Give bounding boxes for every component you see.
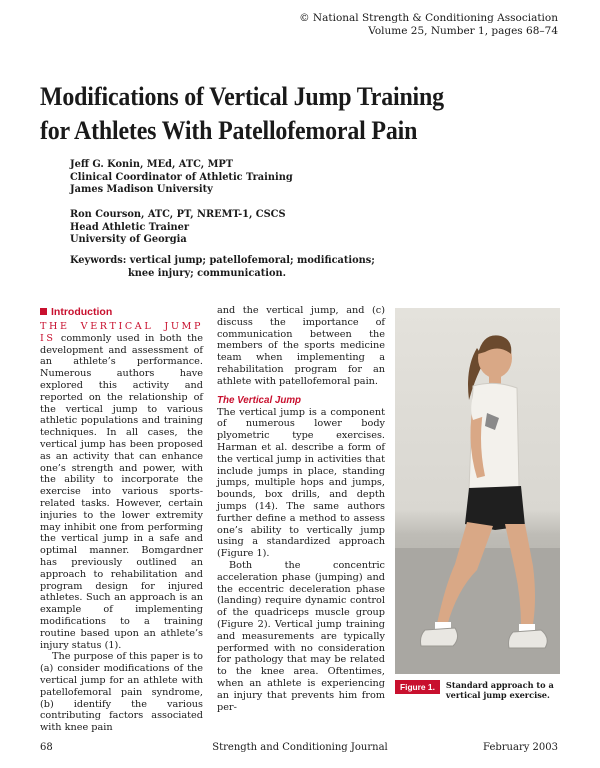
intro-paragraph-1: THE VERTICAL JUMP IS commonly used in both the development and assessment of an athlete’s performance. Numerous authors have explored this activity and reported on the relationship of the vertical jump to various athletic populations and training techniques. In all cases, the vertical jump has been proposed as an activity that can enhance one’s strength and power, with the ability to incorporate the exercise into various sports-related tasks. However, certain injuries to the lower extremity may inhibit one from performing the vertical jump in a safe and optimal manner. Bomgardner has previously outlined an approach to rehabilitation and program design for injured athletes. Such an approach is an example of implementing modifications to a training routine based upon an athlete’s injury status (1). — [40, 321, 203, 651]
section-marker-icon — [40, 308, 47, 315]
intro-paragraph-2-continued: and the vertical jump, and (c) discuss the importance of communication between the members of the sports medicine team when implementing a rehabilitation program for an athlete with patellofemoral pain. — [217, 305, 385, 387]
figure-1-photo — [395, 308, 560, 674]
author-name: Ron Courson, ATC, PT, NREMT-1, CSCS — [70, 209, 286, 220]
keywords — [70, 255, 400, 280]
journal-name-footer: Strength and Conditioning Journal — [212, 742, 388, 753]
title-line-1: Modifications of Vertical Jump Training — [40, 82, 444, 111]
volume-line: Volume 25, Number 1, pages 68–74 — [368, 25, 558, 37]
issue-date: February 2003 — [483, 742, 558, 753]
keywords-line-2: knee injury; communication. — [128, 267, 287, 279]
author-name: Jeff G. Konin, MEd, ATC, MPT — [70, 159, 234, 170]
vj-paragraph-2: Both the concentric acceleration phase (jumping) and the eccentric deceleration phase (landing) require dynamic control of the quadriceps muscle group (Figure 2). Vertical jump training and measurements are typically performed with no consideration for pathology that may be related to the knee area. Oftentimes, when an athlete is experiencing an injury that prevents him from per- — [217, 559, 385, 713]
vj-paragraph-1: The vertical jump is a component of numerous lower body plyometric type exercises. Harman et al. describe a form of the vertical jump in activities that include jumps in place, standing jumps, multiple hops and jumps, bounds, box drills, and depth jumps (14). The same authors further define a method to assess one’s ability to vertically jump using a standardized approach (Figure 1). — [217, 406, 385, 560]
page-number: 68 — [40, 742, 53, 753]
section-heading-introduction: Introduction — [40, 305, 203, 319]
article-title — [40, 80, 518, 148]
author-affiliation: James Madison University — [70, 184, 213, 196]
athlete-illustration — [395, 308, 560, 674]
title-line-2: for Athletes With Patellofemoral Pain — [40, 116, 418, 145]
author-role: Clinical Coordinator of Athletic Training — [70, 171, 293, 183]
keywords-line-1: Keywords: vertical jump; patellofemoral; modifications; — [70, 255, 375, 266]
author-block-1 — [70, 159, 293, 197]
column-2 — [217, 305, 385, 713]
figure-caption-text: Standard approach to a vertical jump exercise. — [445, 680, 554, 700]
figure-1-caption — [395, 680, 560, 700]
journal-header — [299, 12, 558, 38]
author-role: Head Athletic Trainer — [70, 221, 190, 233]
column-1 — [40, 305, 203, 734]
copyright-line: © National Strength & Conditioning Association — [299, 12, 558, 24]
author-block-2 — [70, 209, 286, 247]
lead-in-caps: THE VERTICAL JUMP IS — [40, 321, 203, 344]
author-affiliation: University of Georgia — [70, 234, 187, 246]
figure-label: Figure 1. — [395, 680, 440, 694]
intro-paragraph-2: The purpose of this paper is to (a) consider modifications of the vertical jump for an athlete with patellofemoral pain syndrome, (b) identify the various contributing factors associated with knee pain — [40, 651, 203, 734]
subsection-heading-vertical-jump: The Vertical Jump — [217, 394, 302, 406]
